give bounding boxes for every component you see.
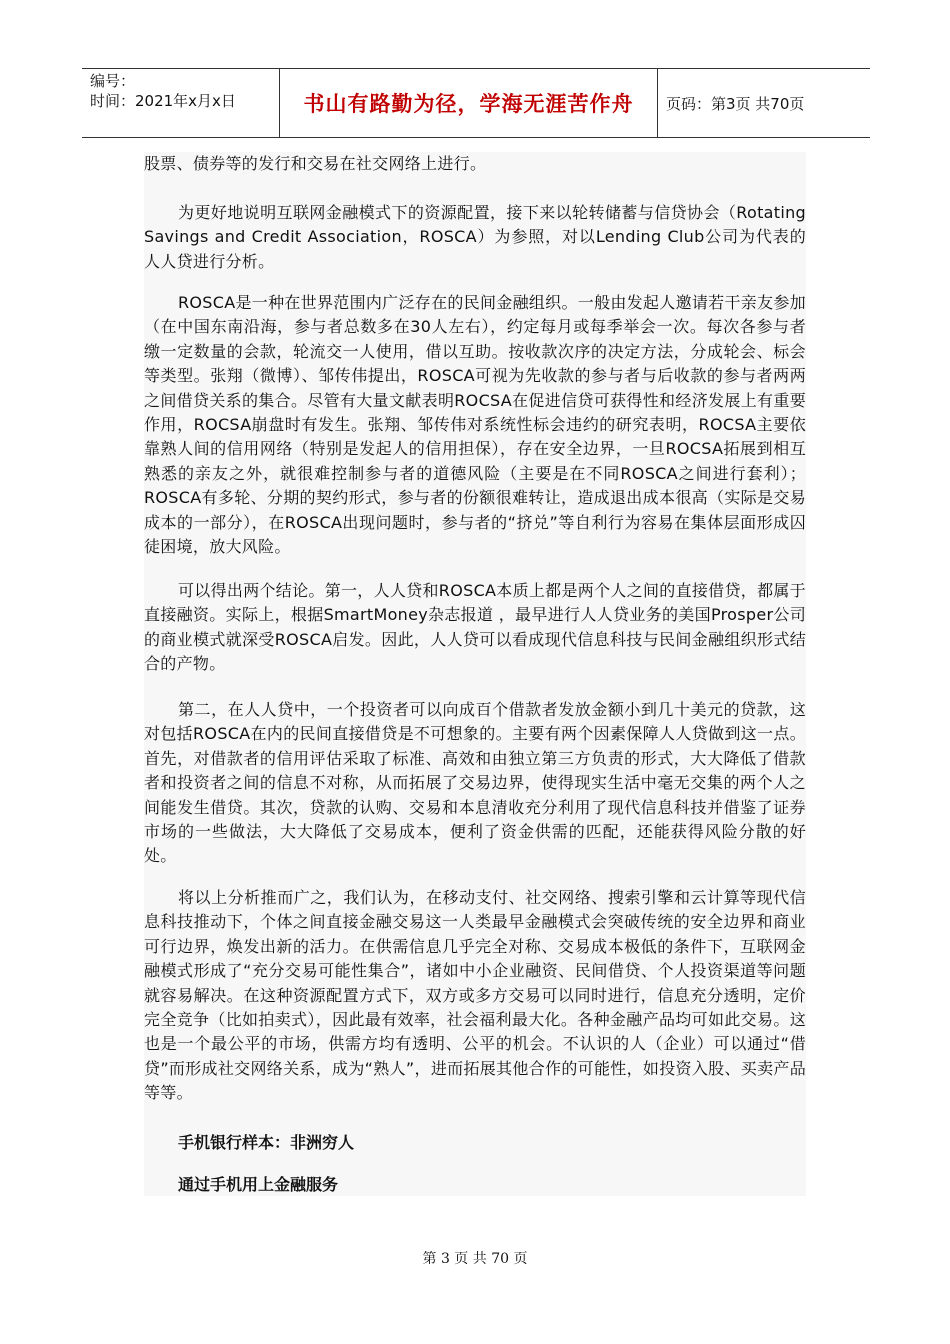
paragraph: 股票、债券等的发行和交易在社交网络上进行。	[144, 154, 487, 173]
page-header	[82, 68, 870, 138]
document-body	[144, 152, 806, 1196]
paragraph: ROSCA是一种在世界范围内广泛存在的民间金融组织。一般由发起人邀请若干亲友参加（在中国东南沿海，参与者总数多在30人左右），约定每月或每季举会一次。每次各参与者缴一定数量的会款，轮流交一人使用，借以互助。按收款次序的决定方法，分成轮会、标会等类型。张翔（微博）、邹传伟提出，ROSCA可视为先收款的参与者与后收款的参与者两两之间借贷关系的集合。尽管有大量文献表明ROCSA在促进信贷可获得性和经济发展上有重要作用，ROCSA崩盘时有发生。张翔、邹传伟对系统性标会违约的研究表明，ROCSA主要依靠熟人间的信用网络（特别是发起人的信用担保），存在安全边界，一旦ROCSA拓展到相互熟悉的亲友之外，就很难控制参与者的道德风险（主要是在不同ROSCA之间进行套利）；ROSCA有多轮、分期的契约形式，参与者的份额很难转让，造成退出成本很高（实际是交易成本的一部分），在ROSCA出现问题时，参与者的“挤兑”等自利行为容易在集体层面形成囚徒困境，放大风险。	[144, 293, 806, 557]
paragraph: 第二，在人人贷中，一个投资者可以向成百个借款者发放金额小到几十美元的贷款，这对包括ROSCA在内的民间直接借贷是不可想象的。主要有两个因素保障人人贷做到这一点。首先，对借款者的信用评估采取了标准、高效和由独立第三方负责的形式，大大降低了借款者和投资者之间的信息不对称，从而拓展了交易边界，使得现实生活中毫无交集的两个人之间能发生借贷。其次，贷款的认购、交易和本息清收充分利用了现代信息科技并借鉴了证券市场的一些做法，大大降低了交易成本，便利了资金供需的匹配，还能获得风险分散的好处。	[144, 700, 806, 866]
paragraph: 将以上分析推而广之，我们认为，在移动支付、社交网络、搜索引擎和云计算等现代信息科技推动下，个体之间直接金融交易这一人类最早金融模式会突破传统的安全边界和商业可行边界，焕发出新的活力。在供需信息几乎完全对称、交易成本极低的条件下，互联网金融模式形成了“充分交易可能性集合”，诸如中小企业融资、民间借贷、个人投资渠道等问题就容易解决。在这种资源配置方式下，双方或多方交易可以同时进行，信息充分透明，定价完全竞争（比如拍卖式），因此最有效率，社会福利最大化。各种金融产品均可如此交易。这也是一个最公平的市场，供需方均有透明、公平的机会。不认识的人（企业）可以通过“借贷”而形成社交网络关系，成为“熟人”，进而拓展其他合作的可能性，如投资入股、买卖产品等等。	[144, 888, 806, 1103]
section-heading: 手机银行样本：非洲穷人	[178, 1133, 355, 1152]
header-time-label: 时间：2021年x月x日	[90, 92, 236, 110]
header-number-label: 编号：	[90, 72, 136, 90]
page-footer: 第 3 页 共 70 页	[422, 1251, 528, 1267]
paragraph: 为更好地说明互联网金融模式下的资源配置，接下来以轮转储蓄与信贷协会（Rotating Savings and Credit Association，ROSCA）为参照，对以Lending Club公司为代表的人人贷进行分析。	[144, 203, 806, 271]
header-page-label: 页码：第3页 共70页	[666, 94, 805, 113]
paragraph: 可以得出两个结论。第一，人人贷和ROSCA本质上都是两个人之间的直接借贷，都属于直接融资。实际上，根据SmartMoney杂志报道 ，最早进行人人贷业务的美国Prosper公司的商业模式就深受ROSCA启发。因此，人人贷可以看成现代信息科技与民间金融组织形式结合的产物。	[144, 581, 806, 674]
section-subheading: 通过手机用上金融服务	[178, 1175, 339, 1194]
header-meta	[82, 69, 280, 137]
header-motto: 书山有路勤为径，学海无涯苦作舟	[280, 69, 658, 137]
